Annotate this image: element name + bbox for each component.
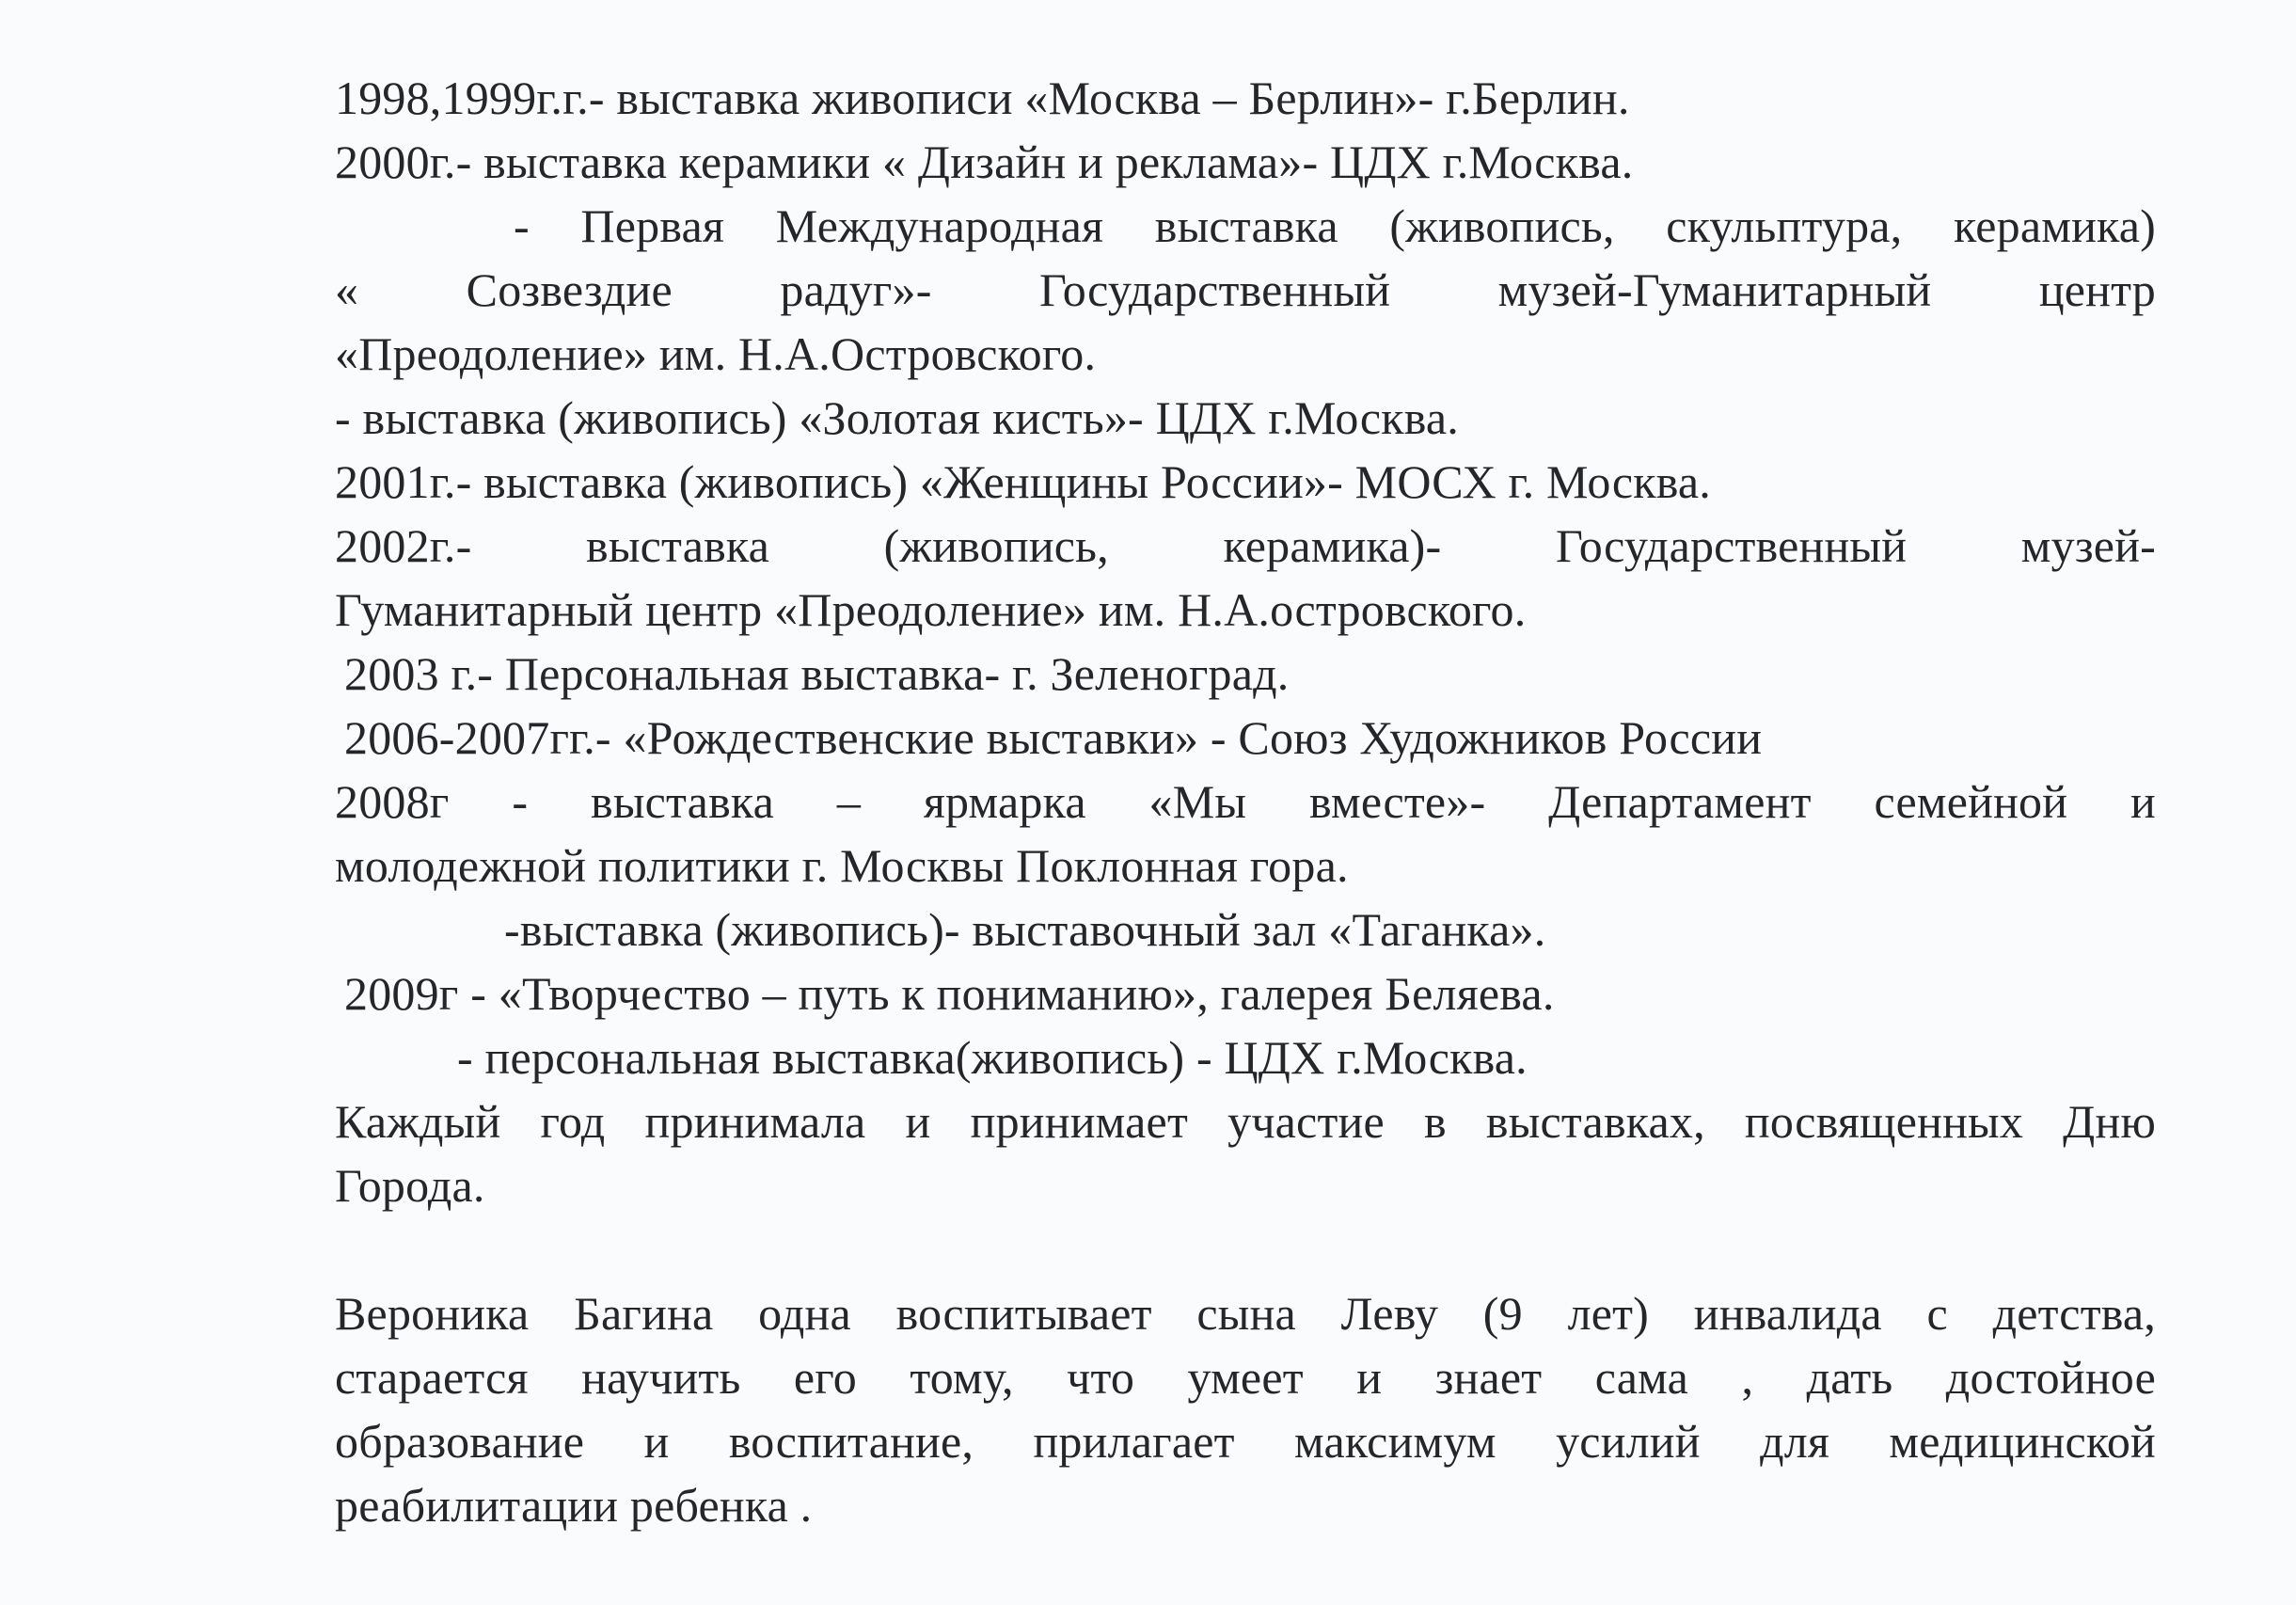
text-line: Каждый год принимала и принимает участие в выставках, посвященных Дню xyxy=(335,1095,2156,1148)
text-line: « Созвездие радуг»- Государственный музей-Гуманитарный центр xyxy=(335,263,2156,316)
paragraph-gap xyxy=(335,1217,2156,1281)
text-line: 2001г.- выставка (живопись) «Женщины России»- МОСХ г. Москва. xyxy=(335,455,1711,508)
text-line: образование и воспитание, прилагает максимум усилий для медицинской xyxy=(335,1415,2156,1468)
text-line: -выставка (живопись)- выставочный зал «Таганка». xyxy=(504,903,1546,956)
text-line: старается научить его тому, что умеет и знает сама , дать достойное xyxy=(335,1351,2156,1404)
text-line: - выставка (живопись) «Золотая кисть»- ЦДХ г.Москва. xyxy=(335,391,1459,444)
text-line: 2000г.- выставка керамики « Дизайн и реклама»- ЦДХ г.Москва. xyxy=(335,135,1634,188)
text-line: реабилитации ребенка . xyxy=(335,1479,813,1532)
text-line: - Первая Международная выставка (живопись, скульптура, керамика) xyxy=(514,199,2156,252)
text-line: 2002г.- выставка (живопись, керамика)- Государственный музей- xyxy=(335,519,2156,572)
text-line: 2009г - «Творчество – путь к пониманию», галерея Беляева. xyxy=(344,967,1555,1020)
document-body xyxy=(335,66,2156,1537)
text-line: «Преодоление» им. Н.А.Островского. xyxy=(335,327,1097,380)
text-line: - персональная выставка(живопись) - ЦДХ г.Москва. xyxy=(457,1031,1528,1084)
text-line: 1998,1999г.г.- выставка живописи «Москва – Берлин»- г.Берлин. xyxy=(335,72,1630,124)
text-line: 2006-2007гг.- «Рождественские выставки» - Союз Художников России xyxy=(344,711,1763,764)
text-line: Вероника Багина одна воспитывает сына Леву (9 лет) инвалида с детства, xyxy=(335,1287,2156,1340)
text-line: Гуманитарный центр «Преодоление» им. Н.А.островского. xyxy=(335,583,1527,636)
text-line: молодежной политики г. Москвы Поклонная гора. xyxy=(335,839,1349,892)
text-line: 2008г - выставка – ярмарка «Мы вместе»- Департамент семейной и xyxy=(335,775,2156,828)
text-line: 2003 г.- Персональная выставка- г. Зеленоград. xyxy=(344,647,1290,700)
text-line: Города. xyxy=(335,1159,485,1212)
